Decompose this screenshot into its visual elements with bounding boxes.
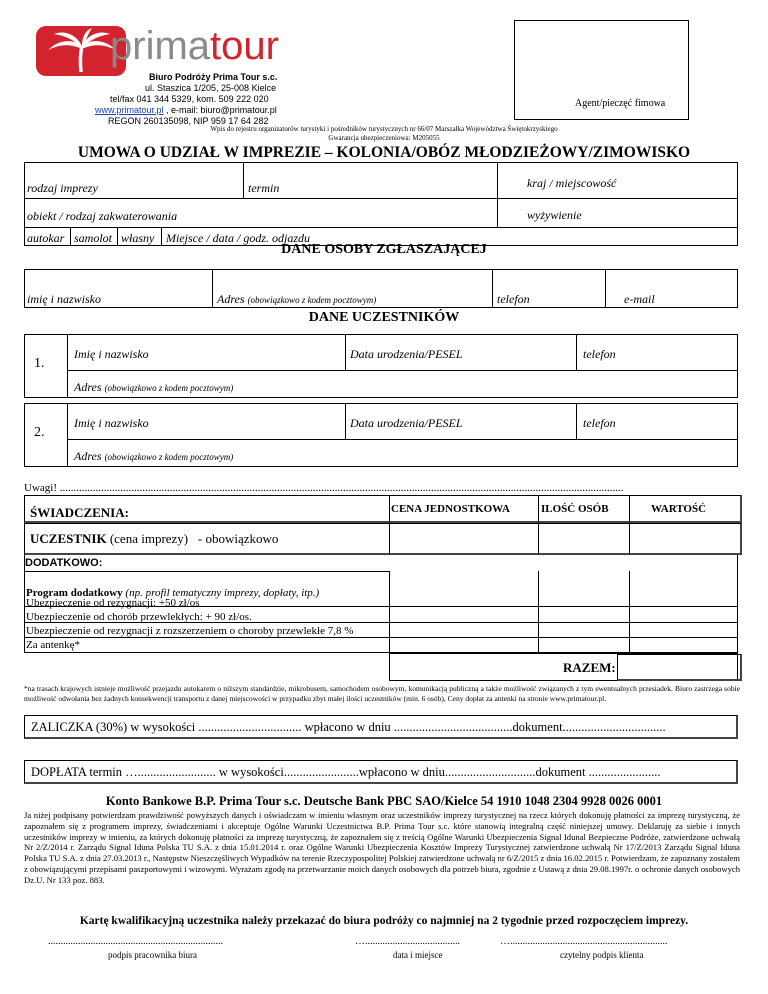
company-phones: tel/fax 041 344 5329, kom. 509 222 020: [110, 94, 269, 104]
company-regon-nip: REGON 260135098, NIP 959 17 64 282: [108, 116, 269, 126]
signature-line-client[interactable]: …...............................................................: [500, 936, 668, 947]
participant-2-number: 2.: [34, 425, 45, 440]
agent-stamp-label: Agent/pieczęć fimowa: [575, 98, 666, 109]
page-title: UMOWA O UDZIAŁ W IMPREZIE – KOLONIA/OBÓZ MŁODZIEŻOWY/ZIMOWISKO: [77, 144, 691, 161]
balance-text[interactable]: DOPŁATA termin …......................... w wysokości........................wpłacono w dniu.............................dokument .......................: [31, 765, 661, 779]
remarks-line[interactable]: Uwagi! .............................................................................................................................................................................................................: [24, 482, 624, 494]
transport-own[interactable]: własny: [121, 231, 155, 245]
qualification-card-note: Kartę kwalifikacyjną uczestnika należy przekazać do biura podróży co najmniej na 2 tygodnie przed rozpoczęciem imprezy.: [79, 915, 689, 927]
deposit-text[interactable]: ZALICZKA (30%) w wysokości ................................. wpłacono w dniu ......................................dokument.................................: [31, 720, 666, 734]
email-text: , e-mail: biuro@primatour.pl: [163, 105, 277, 115]
participant-2-name-label: Imię i nazwisko: [74, 416, 149, 430]
participant-price-label: UCZESTNIK (cena imprezy) - obowiązkowo: [30, 531, 279, 546]
signature-line-date[interactable]: …......................................: [355, 936, 460, 947]
extras-item-chronic: Ubezpieczenie od chorób przewlekłych: + 90 zł/os.: [26, 611, 252, 623]
applicant-phone-label: telefon: [497, 292, 530, 306]
accommodation-label: obiekt / rodzaj zakwaterowania: [27, 209, 178, 223]
total-label: RAZEM:: [563, 660, 616, 675]
extras-item-antenna: Za antenkę*: [26, 639, 81, 651]
declaration-text: Ja niżej podpisany potwierdzam prawdziwość powyższych danych i oświadczam w imieniu własnym oraz uczestników imprezy turystycznej na rzecz których dokonuję płatności za imprezę turystyczną, że zapoznałem się z programem imprezy, świadczeniami i akceptuje Ogólne Warunki Uczestnictwa B.P. Prima Tour s.c. które stanowią integralną część niniejszej umowy. Deklaruję za siebie i innych uczestników imprezy w imieniu, za których dokonuję płatności za imprezę turystyczną, że zapoznałem się z treścią Ogólne Warunki Ubezpieczenia Signal Idunal Bezpieczne Podróże, zatwierdzone uchwałą Nr 2/Z/2014 r. Zarządu Signal Iduna Polska TU S.A. z dnia 15.01.2014 r. oraz Ogólne Warunki Ubezpieczenia Kosztów Imprezy Turystycznej zatwierdzone uchwałą Nr 17/Z/2013 Zarządu Signal Iduna Polska TU S.A. z dnia 27.03.2013 r., Następstw Nieszczęśliwych Wypadków na terenie Rzeczypospolitej Polskiej zatwierdzone uchwałą nr 6/Z/2015 z dnia 16.02.2015 r. Potwierdzam, że zapoznany zostałem z obowiązującymi przepisami paszportowymi i wizowymi. Wyrażam zgodę na przetwarzanie moich danych osobowych dla potrzeb biura, zgodnie z Ustawą z dnia 29.08.1997r. o ochronie danych osobowych Dz.U. Nr 133 poz. 883.: [24, 810, 740, 885]
brand-prima: prima: [110, 24, 211, 68]
brand-wordmark: [110, 24, 279, 68]
applicant-address-label: Adres (obowiązkowo z kodem pocztowym): [217, 292, 377, 306]
agent-stamp-box: [514, 20, 689, 120]
participant-1-dob-label: Data urodzenia/PESEL: [350, 347, 463, 361]
services-header: [24, 495, 742, 523]
signature-label-client: czytelny podpis klienta: [560, 950, 644, 960]
applicant-section-title: DANE OSOBY ZGŁASZAJĄCEJ: [281, 242, 487, 257]
trip-type-label: rodzaj imprezy: [27, 181, 98, 195]
col-unit-price: CENA JEDNOSTKOWA: [391, 503, 510, 515]
transport-bus[interactable]: autokar: [27, 231, 65, 245]
extras-title: DODATKOWO:: [25, 557, 103, 569]
services-title: ŚWIADCZENIA:: [30, 505, 129, 520]
applicant-email-label: e-mail: [624, 292, 655, 306]
departure-label: Miejsce / data / godz. odjazdu: [166, 231, 310, 245]
participant-1-phone-label: telefon: [583, 347, 616, 361]
col-count: ILOŚĆ OSÓB: [541, 503, 609, 515]
transport-plane[interactable]: samolot: [74, 231, 113, 245]
company-contact-line: [95, 105, 277, 115]
extras-item-cancellation-extended: Ubezpieczenie od rezygnacji z rozszerzeniem o choroby przewlekłe 7,8 %: [26, 625, 354, 637]
signature-label-staff: podpis pracownika biura: [108, 950, 197, 960]
trip-country-label: kraj / miejscowość: [527, 176, 617, 190]
balance-box: [24, 760, 738, 784]
transport-footnote: *na trasach krajowych istnieje możliwość przejazdu autokarem o niższym standardzie, mikrobusem, samochodem osobowym, komunikacją publiczną a także możliwość związanych z tym ewentualnych przesiadek. Biuro zastrzega sobie możliwość odwołania bez żadnych konsekwencji transportu z danej miejscowości w przypadku zbyt małej ilości uczestników (min. 6 osób), Ceny dopłat za antenki na stronie www.primatour.pl.: [24, 684, 740, 703]
meals-label: wyżywienie: [527, 208, 582, 222]
deposit-box: [24, 715, 738, 739]
participant-2-address-label: Adres (obowiązkowo z kodem pocztowym): [74, 449, 234, 463]
company-name: Biuro Podróży Prima Tour s.c.: [149, 72, 278, 82]
extras-item-program: Program dodatkowy (np. profil tematyczny imprezy, dopłaty, itp.): [26, 587, 320, 599]
participant-1-address-label: Adres (obowiązkowo z kodem pocztowym): [74, 380, 234, 394]
applicant-name-label: imię i nazwisko: [27, 292, 101, 306]
participant-2-phone-label: telefon: [583, 416, 616, 430]
bank-account: Konto Bankowe B.P. Prima Tour s.c. Deutsche Bank PBC SAO/Kielce 54 1910 1048 2304 9928 0026 0001: [105, 794, 663, 808]
col-value: WARTOŚĆ: [651, 503, 707, 515]
participants-section-title: DANE UCZESTNIKÓW: [308, 310, 460, 325]
total-value-box[interactable]: [617, 654, 742, 681]
insurance-note: Gwarancja ubezpieczeniowa: M205055: [328, 134, 440, 142]
signature-label-date: data i miejsce: [393, 950, 443, 960]
signature-line-staff[interactable]: ......................................................................: [48, 936, 223, 947]
trip-date-label: termin: [248, 181, 280, 195]
participant-2-dob-label: Data urodzenia/PESEL: [350, 416, 463, 430]
participant-1-name-label: Imię i nazwisko: [74, 347, 149, 361]
company-address: ul. Staszica 1/205, 25-008 Kielce: [145, 83, 277, 93]
registry-note: Wpis do rejestru organizatorów turystyki i pośredników turystycznych nr 66/07 Marszałka Województwa Świętokrzyskiego: [210, 125, 558, 133]
brand-tour: tour: [210, 24, 279, 68]
participant-1-number: 1.: [34, 356, 45, 371]
extras-item-cancellation: Ubezpieczenie od rezygnacji: +50 zł/os: [26, 597, 200, 609]
website-link[interactable]: www.primatour.pl: [95, 105, 164, 115]
